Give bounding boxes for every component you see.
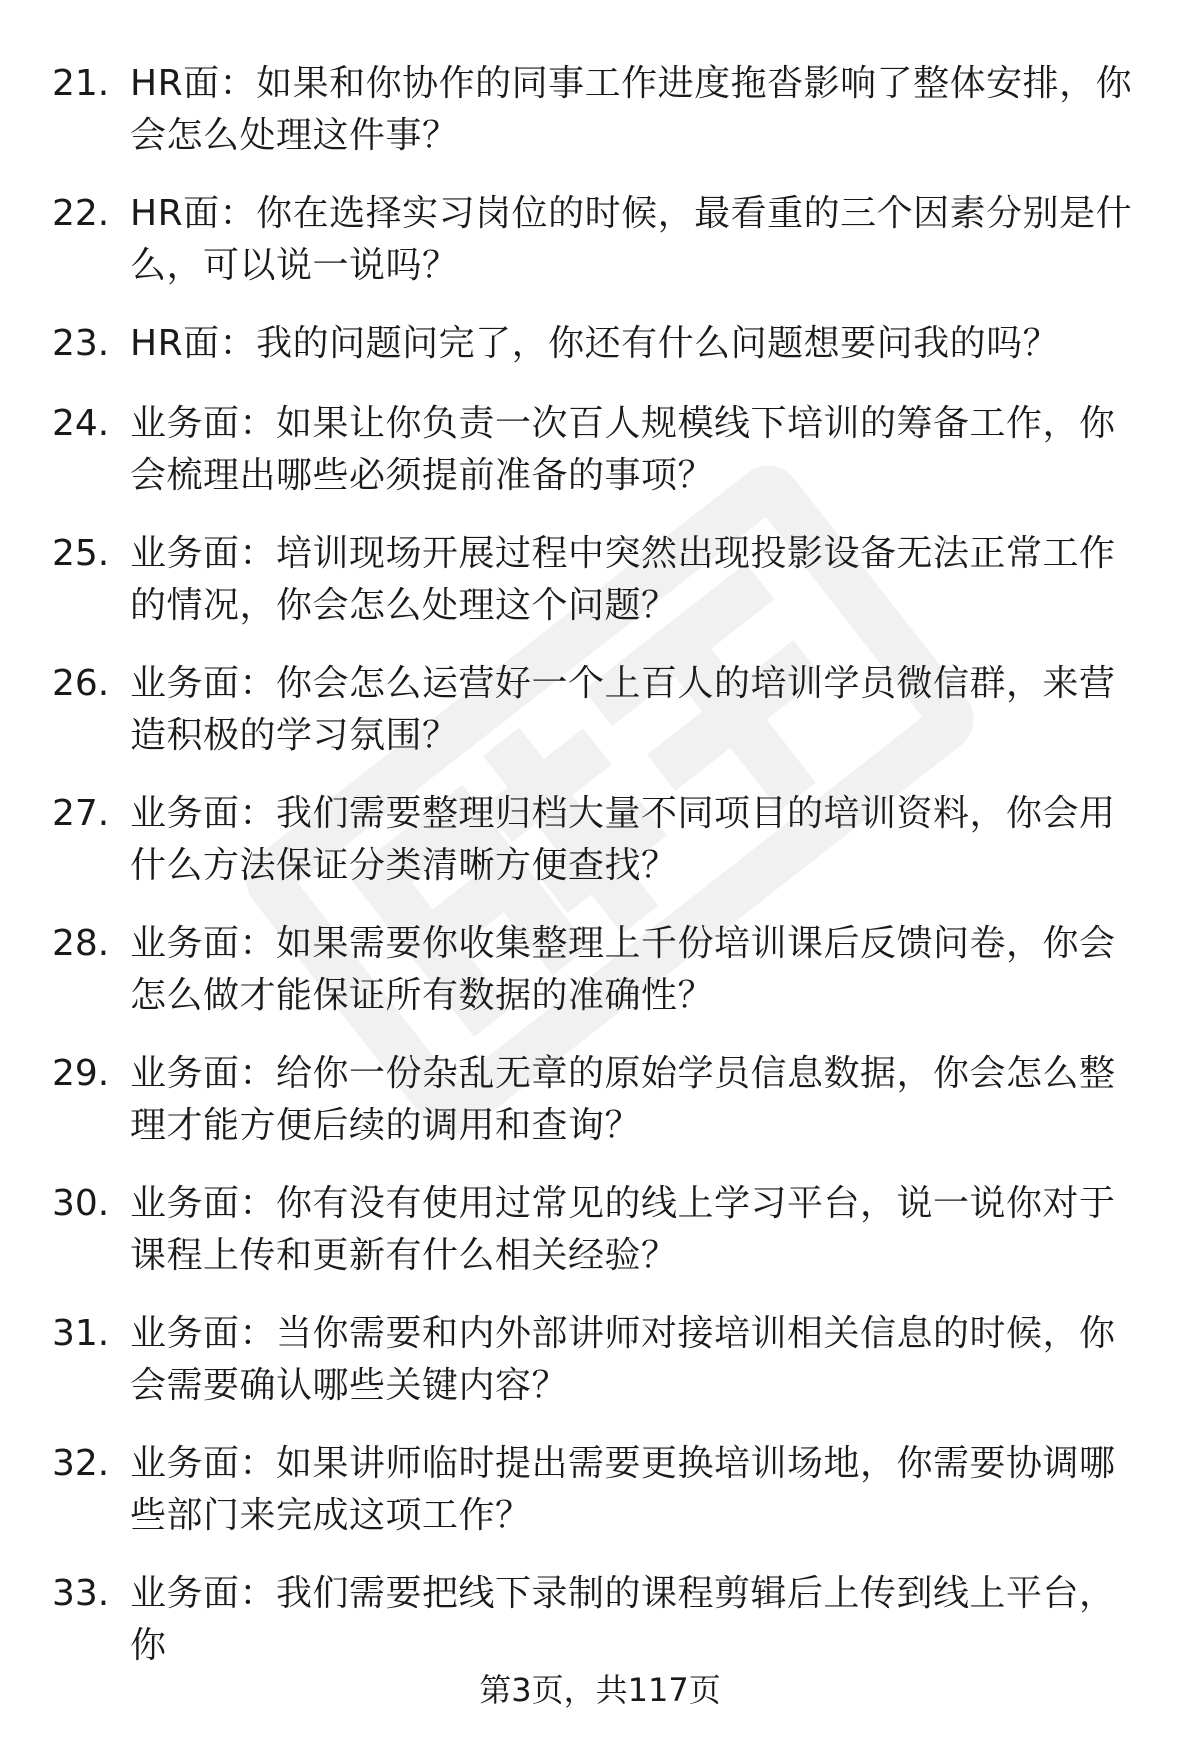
question-list	[0, 58, 1200, 1666]
list-item	[0, 1438, 1200, 1568]
question-text: 业务面：如果让你负责一次百人规模线下培训的筹备工作，你会梳理出哪些必须提前准备的事项？	[130, 403, 1116, 496]
list-item	[0, 788, 1200, 918]
question-number: 23.	[52, 323, 110, 364]
question-text: 业务面：培训现场开展过程中突然出现投影设备无法正常工作的情况，你会怎么处理这个问题？	[130, 533, 1116, 626]
page-footer: 第3页，共117页	[479, 1671, 721, 1709]
question-number: 28.	[52, 923, 110, 964]
question-text: 业务面：我们需要把线下录制的课程剪辑后上传到线上平台，你	[130, 1573, 1116, 1666]
question-number: 32.	[52, 1443, 110, 1484]
list-item	[0, 1048, 1200, 1178]
list-item	[0, 1308, 1200, 1438]
list-item	[0, 318, 1200, 398]
question-text: 业务面：如果讲师临时提出需要更换培训场地，你需要协调哪些部门来完成这项工作？	[130, 1443, 1116, 1536]
question-number: 33.	[52, 1573, 110, 1614]
question-number: 25.	[52, 533, 110, 574]
question-text: 业务面：我们需要整理归档大量不同项目的培训资料，你会用什么方法保证分类清晰方便查找？	[130, 793, 1116, 886]
question-text: 业务面：当你需要和内外部讲师对接培训相关信息的时候，你会需要确认哪些关键内容？	[130, 1313, 1116, 1406]
question-number: 21.	[52, 63, 110, 104]
question-number: 29.	[52, 1053, 110, 1094]
list-item	[0, 918, 1200, 1048]
question-text: HR面：你在选择实习岗位的时候，最看重的三个因素分别是什么，可以说一说吗？	[130, 193, 1133, 286]
question-text: 业务面：给你一份杂乱无章的原始学员信息数据，你会怎么整理才能方便后续的调用和查询？	[130, 1053, 1116, 1146]
question-text: 业务面：你会怎么运营好一个上百人的培训学员微信群，来营造积极的学习氛围？	[130, 663, 1116, 756]
question-text: 业务面：你有没有使用过常见的线上学习平台，说一说你对于课程上传和更新有什么相关经验？	[130, 1183, 1116, 1276]
question-number: 24.	[52, 403, 110, 444]
list-item	[0, 188, 1200, 318]
question-text: HR面：如果和你协作的同事工作进度拖沓影响了整体安排，你会怎么处理这件事？	[130, 63, 1133, 156]
list-item	[0, 1178, 1200, 1308]
question-number: 27.	[52, 793, 110, 834]
question-number: 26.	[52, 663, 110, 704]
list-item	[0, 1568, 1200, 1666]
question-text: HR面：我的问题问完了，你还有什么问题想要问我的吗？	[130, 323, 1060, 364]
list-item	[0, 528, 1200, 658]
list-item	[0, 398, 1200, 528]
question-number: 30.	[52, 1183, 110, 1224]
question-text: 业务面：如果需要你收集整理上千份培训课后反馈问卷，你会怎么做才能保证所有数据的准确性？	[130, 923, 1116, 1016]
list-item	[0, 658, 1200, 788]
question-number: 22.	[52, 193, 110, 234]
question-number: 31.	[52, 1313, 110, 1354]
list-item	[0, 58, 1200, 188]
